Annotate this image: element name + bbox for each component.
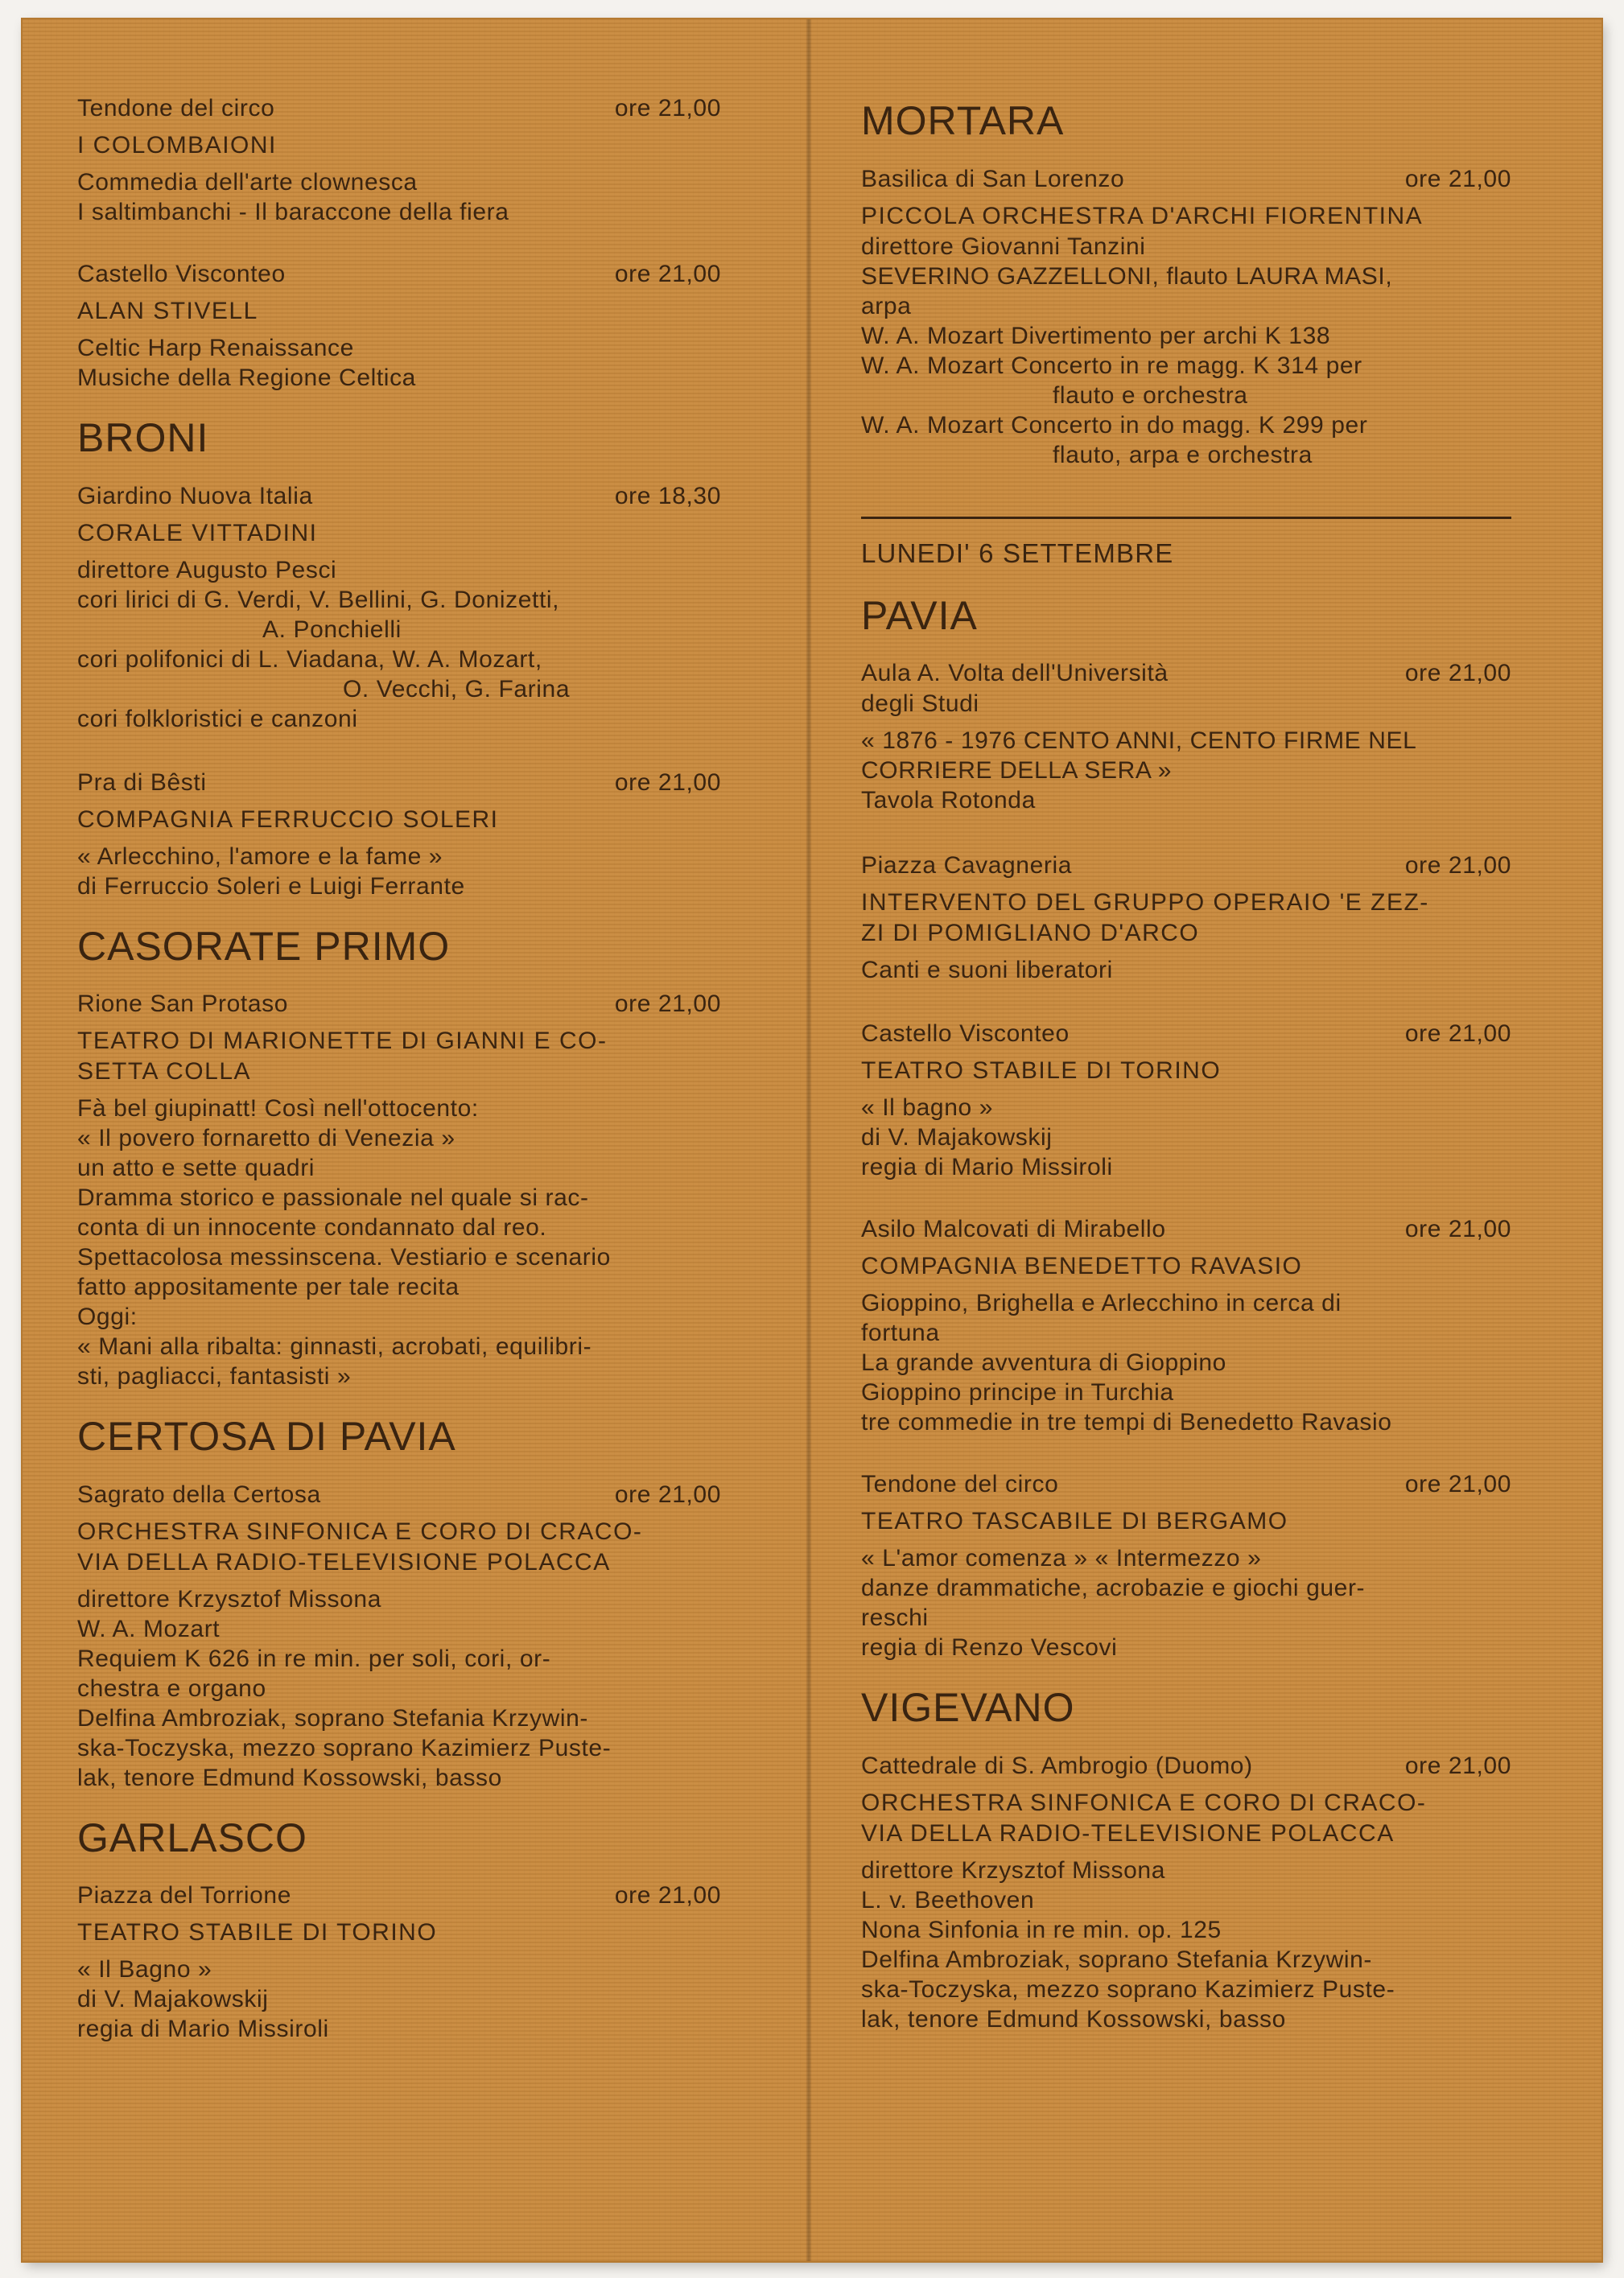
venue-row xyxy=(77,1480,721,1510)
venue: Giardino Nuova Italia xyxy=(77,482,313,509)
venue-row xyxy=(861,1751,1511,1782)
event xyxy=(861,1469,1511,1662)
description: Gioppino principe in Turchia xyxy=(861,1379,1174,1406)
description: Dramma storico e passionale nel quale si rac- xyxy=(77,1184,589,1211)
description: Gioppino, Brighella e Arlecchino in cerca di xyxy=(861,1290,1342,1316)
event xyxy=(861,1019,1511,1182)
event xyxy=(77,1880,721,2044)
description: di V. Majakowskij xyxy=(861,1124,1053,1151)
event xyxy=(77,259,721,393)
description: Canti e suoni liberatori xyxy=(861,957,1113,983)
description: direttore Krzysztof Missona xyxy=(861,1856,1165,1884)
time: ore 21,00 xyxy=(1404,165,1511,192)
venue: Pra di Bêsti xyxy=(77,768,207,796)
event xyxy=(861,851,1511,985)
time: ore 21,00 xyxy=(614,1882,721,1909)
city-heading: PAVIA xyxy=(861,592,978,638)
performer: TEATRO STABILE DI TORINO xyxy=(77,1919,438,1946)
description: Nona Sinfonia in re min. op. 125 xyxy=(861,1916,1222,1943)
performer: TEATRO TASCABILE DI BERGAMO xyxy=(861,1508,1288,1534)
description: regia di Mario Missiroli xyxy=(77,2016,329,2042)
description: un atto e sette quadri xyxy=(77,1155,315,1181)
city-heading: CASORATE PRIMO xyxy=(77,923,451,969)
performer: COMPAGNIA BENEDETTO RAVASIO xyxy=(861,1253,1303,1279)
performer: SETTA COLLA xyxy=(77,1058,252,1085)
venue: Aula A. Volta dell'Università xyxy=(861,660,1169,686)
description: ska-Toczyska, mezzo soprano Kazimierz Puste- xyxy=(861,1975,1395,2003)
description: L. v. Beethoven xyxy=(861,1886,1035,1913)
performer: I COLOMBAIONI xyxy=(77,132,277,159)
description: I saltimbanchi - Il baraccone della fiera xyxy=(77,199,509,225)
performer: INTERVENTO DEL GRUPPO OPERAIO 'E ZEZ- xyxy=(861,889,1429,916)
venue-row xyxy=(77,93,721,124)
venue: Sagrato della Certosa xyxy=(77,1481,321,1508)
description: A. Ponchielli xyxy=(262,616,402,643)
venue-row xyxy=(861,1019,1511,1049)
venue: Piazza Cavagneria xyxy=(861,852,1073,879)
description: Celtic Harp Renaissance xyxy=(77,335,354,361)
description: conta di un innocente condannato dal reo. xyxy=(77,1214,547,1241)
time: ore 21,00 xyxy=(614,991,721,1017)
description: O. Vecchi, G. Farina xyxy=(343,675,571,702)
performer: VIA DELLA RADIO-TELEVISIONE POLACCA xyxy=(77,1548,611,1576)
performer: PICCOLA ORCHESTRA D'ARCHI FIORENTINA xyxy=(861,202,1424,229)
time: ore 18,30 xyxy=(614,482,721,509)
description: W. A. Mozart Concerto in re magg. K 314 per xyxy=(861,352,1362,379)
performer: CORALE VITTADINI xyxy=(77,519,318,546)
city-heading: VIGEVANO xyxy=(861,1685,1075,1730)
description: danze drammatiche, acrobazie e giochi guer- xyxy=(861,1575,1366,1601)
description: cori lirici di G. Verdi, V. Bellini, G. Donizetti, xyxy=(77,586,560,613)
description: « Il Bagno » xyxy=(77,1956,212,1983)
performer: ZI DI POMIGLIANO D'ARCO xyxy=(861,920,1200,946)
description: direttore Augusto Pesci xyxy=(77,556,337,583)
right-page xyxy=(861,95,1511,2057)
description: direttore Giovanni Tanzini xyxy=(861,233,1146,260)
time: ore 21,00 xyxy=(1404,1216,1511,1242)
venue-row xyxy=(861,689,1511,719)
performer: COMPAGNIA FERRUCCIO SOLERI xyxy=(77,805,499,833)
time: ore 21,00 xyxy=(1404,660,1511,686)
description: Delfina Ambroziak, soprano Stefania Krzywin- xyxy=(77,1704,589,1732)
performer: ORCHESTRA SINFONICA E CORO DI CRACO- xyxy=(77,1518,643,1545)
description: fortuna xyxy=(861,1320,940,1346)
time: ore 21,00 xyxy=(1404,852,1511,879)
description: Musiche della Regione Celtica xyxy=(77,365,416,391)
description: cori folkloristici e canzoni xyxy=(77,705,358,732)
performer: ORCHESTRA SINFONICA E CORO DI CRACO- xyxy=(861,1789,1427,1816)
city-heading: CERTOSA DI PAVIA xyxy=(77,1414,456,1459)
description: La grande avventura di Gioppino xyxy=(861,1349,1226,1376)
description: Requiem K 626 in re min. per soli, cori, or- xyxy=(77,1645,551,1672)
event xyxy=(77,989,721,1391)
time: ore 21,00 xyxy=(1404,1471,1511,1497)
description: Spettacolosa messinscena. Vestiario e scenario xyxy=(77,1244,611,1271)
city-heading: GARLASCO xyxy=(77,1815,307,1860)
description: « Arlecchino, l'amore e la fame » xyxy=(77,842,443,870)
event xyxy=(77,481,721,734)
venue: Castello Visconteo xyxy=(77,261,286,287)
time: ore 21,00 xyxy=(614,95,721,122)
event xyxy=(861,658,1511,815)
description: ska-Toczyska, mezzo soprano Kazimierz Puste- xyxy=(77,1734,612,1761)
venue: Piazza del Torrione xyxy=(77,1882,291,1909)
venue-row xyxy=(77,1880,721,1911)
event xyxy=(861,164,1511,470)
venue: Basilica di San Lorenzo xyxy=(861,165,1125,192)
time: ore 21,00 xyxy=(614,261,721,287)
venue: Asilo Malcovati di Mirabello xyxy=(861,1216,1166,1242)
description: Delfina Ambroziak, soprano Stefania Krzywin- xyxy=(861,1946,1373,1973)
venue-row xyxy=(861,851,1511,881)
description: di Ferruccio Soleri e Luigi Ferrante xyxy=(77,872,465,900)
description: fatto appositamente per tale recita xyxy=(77,1274,460,1300)
performer: TEATRO STABILE DI TORINO xyxy=(861,1057,1222,1084)
description: « Mani alla ribalta: ginnasti, acrobati, equilibri- xyxy=(77,1333,592,1360)
description: flauto, arpa e orchestra xyxy=(1053,441,1313,468)
venue-row xyxy=(77,259,721,290)
divider xyxy=(861,517,1511,519)
venue: Tendone del circo xyxy=(77,95,275,122)
event xyxy=(861,1751,1511,2034)
venue-row xyxy=(77,768,721,798)
description: tre commedie in tre tempi di Benedetto Ravasio xyxy=(861,1409,1392,1436)
description: « L'amor comenza » « Intermezzo » xyxy=(861,1545,1262,1572)
description: reschi xyxy=(861,1604,929,1631)
description: W. A. Mozart Divertimento per archi K 138 xyxy=(861,322,1331,349)
event xyxy=(77,1480,721,1793)
performer: ALAN STIVELL xyxy=(77,298,258,324)
event xyxy=(77,768,721,901)
description: « 1876 - 1976 CENTO ANNI, CENTO FIRME NEL xyxy=(861,727,1417,754)
time: ore 21,00 xyxy=(1404,1752,1511,1779)
venue-row xyxy=(861,1214,1511,1245)
description: Fà bel giupinatt! Così nell'ottocento: xyxy=(77,1095,479,1122)
venue-row xyxy=(861,1469,1511,1500)
city-heading: MORTARA xyxy=(861,98,1065,143)
center-fold xyxy=(806,19,811,2261)
venue: Cattedrale di S. Ambrogio (Duomo) xyxy=(861,1752,1253,1779)
performer: TEATRO DI MARIONETTE DI GIANNI E CO- xyxy=(77,1028,608,1054)
description: cori polifonici di L. Viadana, W. A. Mozart, xyxy=(77,645,542,673)
description: « Il povero fornaretto di Venezia » xyxy=(77,1125,455,1151)
description: flauto e orchestra xyxy=(1053,381,1248,409)
time: ore 21,00 xyxy=(1404,1020,1511,1047)
description: Oggi: xyxy=(77,1304,138,1330)
venue-row xyxy=(77,481,721,512)
time: ore 21,00 xyxy=(614,1481,721,1508)
venue: Castello Visconteo xyxy=(861,1020,1070,1047)
description: CORRIERE DELLA SERA » xyxy=(861,757,1173,784)
description: W. A. Mozart xyxy=(77,1615,221,1642)
description: Tavola Rotonda xyxy=(861,787,1036,814)
city-heading: BRONI xyxy=(77,415,209,460)
description: arpa xyxy=(861,292,912,319)
description: di V. Majakowskij xyxy=(77,1986,269,2012)
description: SEVERINO GAZZELLONI, flauto LAURA MASI, xyxy=(861,262,1393,290)
venue: Tendone del circo xyxy=(861,1471,1059,1497)
description: sti, pagliacci, fantasisti » xyxy=(77,1363,352,1390)
event xyxy=(861,1214,1511,1437)
venue: degli Studi xyxy=(861,690,979,717)
left-page xyxy=(77,93,721,2066)
description: chestra e organo xyxy=(77,1675,266,1702)
date-heading: LUNEDI' 6 SETTEMBRE xyxy=(861,538,1174,568)
time: ore 21,00 xyxy=(614,768,721,796)
description: direttore Krzysztof Missona xyxy=(77,1585,381,1613)
venue-row xyxy=(861,658,1511,689)
description: regia di Mario Missiroli xyxy=(861,1154,1113,1180)
performer: VIA DELLA RADIO-TELEVISIONE POLACCA xyxy=(861,1819,1395,1847)
description: regia di Renzo Vescovi xyxy=(861,1634,1118,1661)
venue-row xyxy=(861,164,1511,195)
description: lak, tenore Edmund Kossowski, basso xyxy=(861,2005,1286,2033)
description: Commedia dell'arte clownesca xyxy=(77,169,418,196)
event xyxy=(77,93,721,227)
description: lak, tenore Edmund Kossowski, basso xyxy=(77,1764,502,1791)
description: W. A. Mozart Concerto in do magg. K 299 per xyxy=(861,411,1368,439)
description: « Il bagno » xyxy=(861,1094,993,1121)
venue-row xyxy=(77,989,721,1020)
venue: Rione San Protaso xyxy=(77,991,289,1017)
